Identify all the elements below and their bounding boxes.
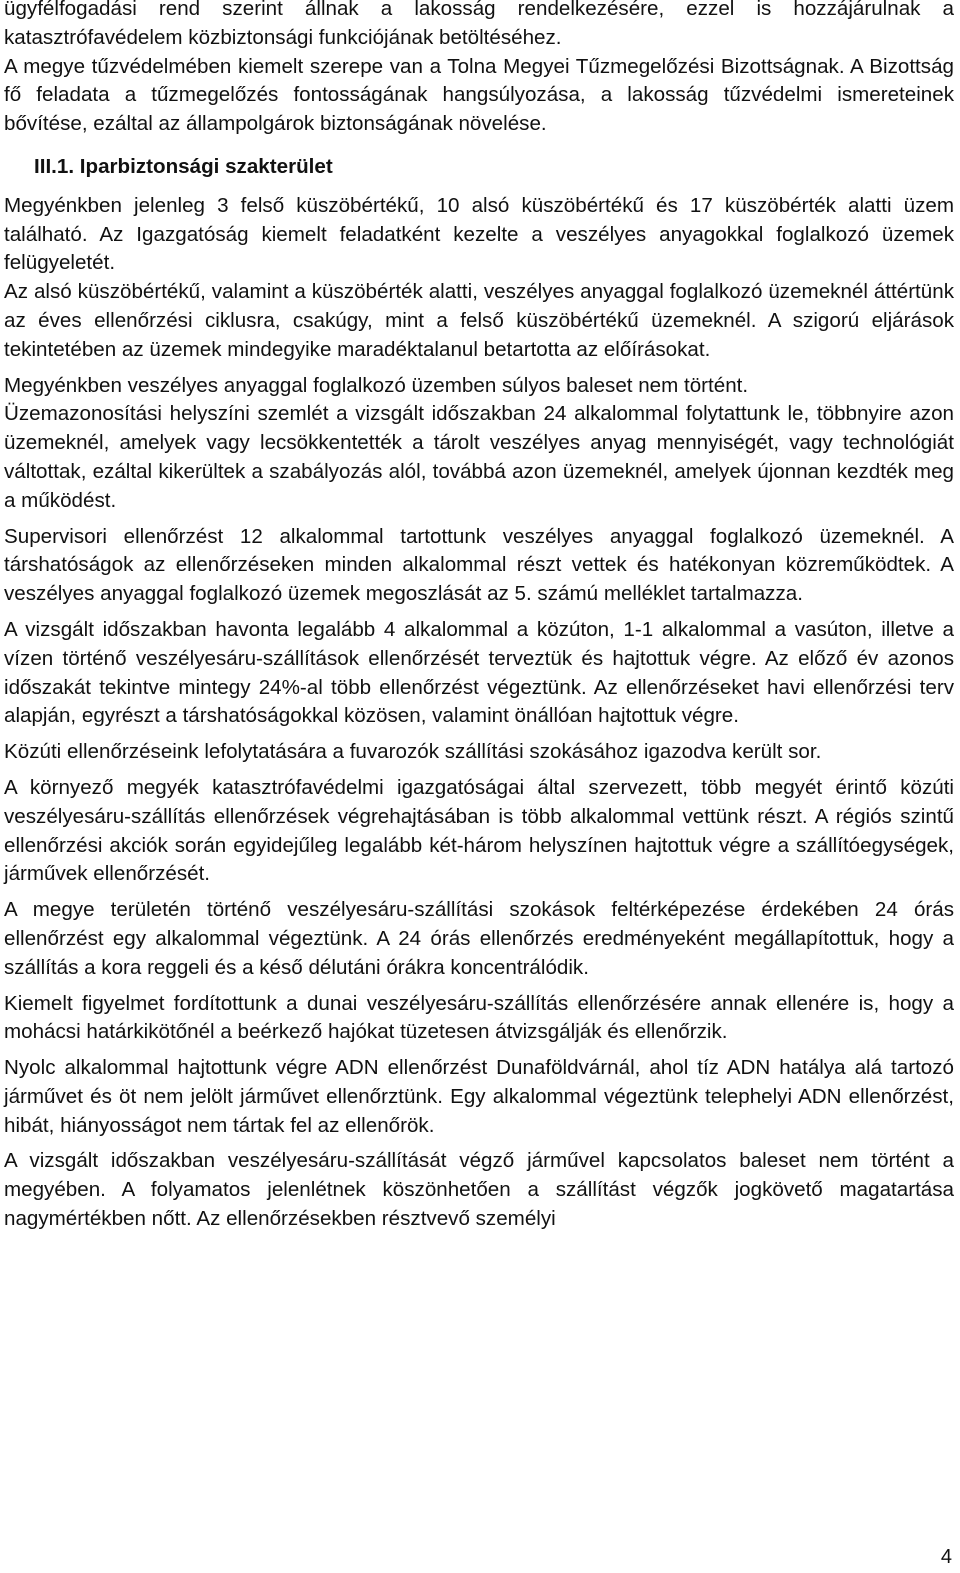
paragraph-no-accident: Megyénkben veszélyes anyaggal foglalkozó üzemben súlyos baleset nem történt. [4,373,749,397]
paragraph-no-vehicle-accident: A vizsgált időszakban veszélyesáru-szállítását végző járművel kapcsolatos baleset nem történt a megyében. A folyamatos jelenlétnek köszönhetően a szállítást végzők jogkövető magatartása nagymértékben nőtt. Az ellenőrzésekben résztvevő személyi [4,1149,954,1231]
paragraph-site-inspections: Üzemazonosítási helyszíni szemlét a vizsgált időszakban 24 alkalommal folytattunk le, többnyire azon üzemeknél, amelyek vagy lecsökkentették a tárolt veszélyes anyag mennyiségét, vagy technológiát váltottak, ezáltal kikerültek a szabályozás alól, továbbá azon üzemeknél, amelyek újonnan kezdték meg a működést. [4,402,954,512]
paragraph-adn-checks: Nyolc alkalommal hajtottunk végre ADN ellenőrzést Dunaföldvárnál, ahol tíz ADN hatálya alá tartozó járművet és öt nem jelölt járművet ellenőrztünk. Egy alkalommal végeztünk telephelyi ADN ellenőrzést, hibát, hiányosságot nem tártak fel az ellenőrök. [4,1056,954,1137]
paragraph-supervisor-checks: Supervisori ellenőrzést 12 alkalommal tartottunk veszélyes anyaggal foglalkozó üzemeknél. A társhatóságok az ellenőrzéseken minden alkalommal részt vettek és hatékonyan közreműködtek. A veszélyes anyaggal foglalkozó üzemek megoszlását az 5. számú melléklet tartalmazza. [4,524,954,606]
paragraph-fire-prevention-committee: A megye tűzvédelmében kiemelt szerepe van a Tolna Megyei Tűzmegelőzési Bizottságnak. A Bizottság fő feladata a tűzmegelőzés fontosságának hangsúlyozása, a lakosság tűzvédelmi ismereteinek bővítése, ezáltal az állampolgárok biztonságának növelése. [4,54,954,136]
page-number: 4 [940,1546,952,1568]
paragraph-intro-continuation: ügyfélfogadási rend szerint állnak a lakosság rendelkezésére, ezzel is hozzájárulnak a katasztrófavédelem közbiztonsági funkciójának betöltéséhez. [4,0,954,49]
paragraph-transport-checks: A vizsgált időszakban havonta legalább 4 alkalommal a közúton, 1-1 alkalommal a vasúton, illetve a vízen történő veszélyesáru-szállítások ellenőrzését terveztük és hajtottuk végre. Az előző év azonos időszakát tekintve mintegy 24%-al több ellenőrzést végeztünk. Az ellenőrzéseket havi ellenőrzési terv alapján, egyrészt a társhatóságokkal közösen, valamint önállóan hajtottuk végre. [4,617,954,728]
document-page [4,0,954,1241]
paragraph-regional-checks: A környező megyék katasztrófavédelmi igazgatóságai által szervezett, több megyét érintő közúti veszélyesáru-szállítás ellenőrzések végrehajtásában is több alkalommal vettünk részt. A régiós szintű ellenőrzési akciók során egyidejűleg legalább két-három helyszínen hajtottuk végre a szállítóegységek, járművek ellenőrzését. [4,775,954,886]
paragraph-road-checks: Közúti ellenőrzéseink lefolytatására a fuvarozók szállítási szokásához igazodva került sor. [4,740,822,764]
paragraph-inspection-cycle: Az alsó küszöbértékű, valamint a küszöbérték alatti, veszélyes anyaggal foglalkozó üzemeknél áttértünk az éves ellenőrzési ciklusra, csakúgy, mint a felső küszöbértékű üzemeknél. A szigorú eljárások tekintetében az üzemek mindegyike maradéktalanul betartotta az előírásokat. [4,280,954,361]
paragraph-plants-count: Megyénkben jelenleg 3 felső küszöbértékű, 10 alsó küszöbértékű és 17 küszöbérték alatti üzem található. Az Igazgatóság kiemelt feladatként kezelte a veszélyes anyagokkal foglalkozó üzemek felügyeletét. [4,193,954,275]
paragraph-danube-checks: Kiemelt figyelmet fordítottunk a dunai veszélyesáru-szállítás ellenőrzésére annak ellenére is, hogy a mohácsi határkikötőnél a beérkező hajókat tüzetesen átvizsgálják és ellenőrzik. [4,991,954,1044]
section-heading: III.1. Iparbiztonsági szakterület [34,154,333,178]
paragraph-24h-check: A megye területén történő veszélyesáru-szállítási szokások feltérképezése érdekében 24 órás ellenőrzést egy alkalommal végeztünk. A 24 órás ellenőrzés eredményeként megállapítottuk, hogy a szállítás a kora reggeli és a késő délutáni órákra koncentrálódik. [4,898,954,979]
